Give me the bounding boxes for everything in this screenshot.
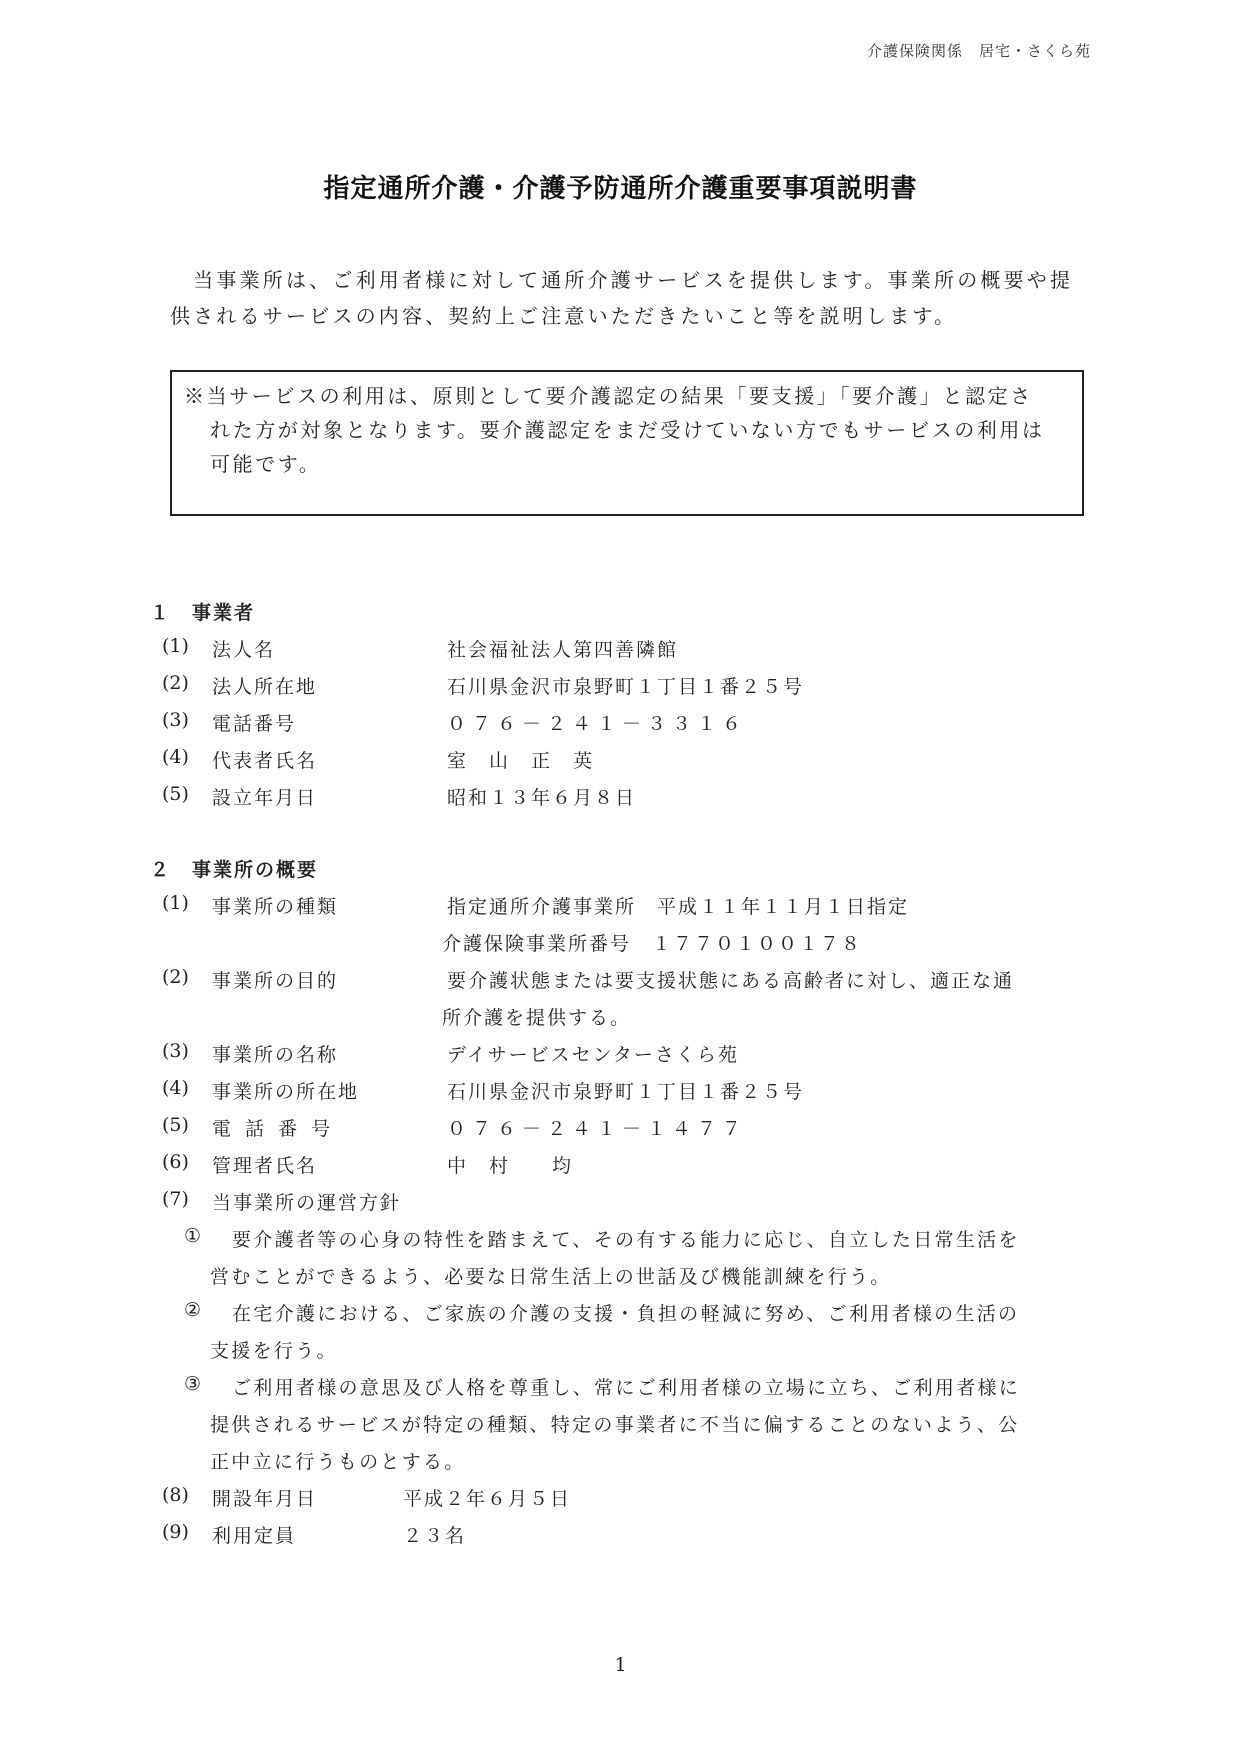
policy-2-line-1: 在宅介護における、ご家族の介護の支援・負担の軽減に努め、ご利用者様の生活の <box>232 1303 1020 1325</box>
policy-2-line-2: 支援を行う。 <box>210 1340 338 1362</box>
s2-item-9-label: 利用定員 <box>212 1525 297 1547</box>
s2-item-2-value-2: 所介護を提供する。 <box>442 1007 632 1029</box>
s2-item-3-value: デイサービスセンターさくら苑 <box>447 1044 739 1066</box>
s2-item-6-label: 管理者氏名 <box>212 1155 318 1177</box>
notice-line-3: 可能です。 <box>210 452 322 476</box>
s2-item-4-label: 事業所の所在地 <box>212 1081 360 1103</box>
s2-item-2-num: (2) <box>162 966 189 988</box>
s1-item-5-num: (5) <box>162 783 189 805</box>
intro-line-1: 当事業所は、ご利用者様に対して通所介護サービスを提供します。事業所の概要や提 <box>170 268 1074 292</box>
policy-3-mark: ③ <box>184 1373 204 1395</box>
s1-item-1-num: (1) <box>162 635 189 657</box>
s1-item-3-label: 電話番号 <box>212 713 297 735</box>
s2-item-9-value: ２３名 <box>403 1525 467 1547</box>
policy-1-line-1: 要介護者等の心身の特性を踏まえて、その有する能力に応じ、自立した日常生活を <box>232 1229 1020 1251</box>
intro-line-2: 供されるサービスの内容、契約上ご注意いただきたいこと等を説明します。 <box>170 304 958 328</box>
policy-3-line-1: ご利用者様の意思及び人格を尊重し、常にご利用者様の立場に立ち、ご利用者様に <box>232 1377 1021 1399</box>
s2-item-7-num: (7) <box>162 1188 189 1210</box>
section-1-heading: １ 事業者 <box>150 602 256 624</box>
s2-item-4-value: 石川県金沢市泉野町１丁目１番２５号 <box>447 1081 805 1103</box>
s2-item-8-label: 開設年月日 <box>212 1488 318 1510</box>
s2-item-8-value: 平成２年６月５日 <box>403 1488 572 1510</box>
s1-item-4-label: 代表者氏名 <box>212 750 318 772</box>
s2-item-4-num: (4) <box>162 1077 189 1099</box>
document-header: 介護保険関係 居宅・さくら苑 <box>866 42 1091 60</box>
policy-1-line-2: 営むことができるよう、必要な日常生活上の世話及び機能訓練を行う。 <box>210 1266 892 1288</box>
page-number: 1 <box>614 1654 627 1676</box>
s1-item-2-label: 法人所在地 <box>212 676 318 698</box>
notice-line-2: れた方が対象となります。要介護認定をまだ受けていない方でもサービスの利用は <box>210 418 1045 442</box>
section-2-heading: ２ 事業所の概要 <box>150 859 319 881</box>
s1-item-1-value: 社会福祉法人第四善隣館 <box>447 639 679 661</box>
s1-item-2-value: 石川県金沢市泉野町１丁目１番２５号 <box>447 676 805 698</box>
s2-item-9-num: (9) <box>162 1521 189 1543</box>
s2-item-1-value-2: 介護保険事業所番号 １７７０１００１７８ <box>442 933 863 955</box>
s2-item-5-value: ０７６－２４１－１４７７ <box>447 1118 748 1140</box>
s2-item-1-num: (1) <box>162 892 189 914</box>
s1-item-5-value: 昭和１３年６月８日 <box>447 787 637 809</box>
s2-item-6-num: (6) <box>162 1151 189 1173</box>
s1-item-4-num: (4) <box>162 746 189 768</box>
s1-item-3-num: (3) <box>162 709 189 731</box>
policy-2-mark: ② <box>184 1299 204 1321</box>
notice-line-1: ※当サービスの利用は、原則として要介護認定の結果「要支援」「要介護」と認定さ <box>184 384 1033 408</box>
s2-item-7-label: 当事業所の運営方針 <box>212 1192 402 1214</box>
s1-item-2-num: (2) <box>162 672 189 694</box>
s1-item-4-value: 室 山 正 英 <box>447 750 595 772</box>
s2-item-3-num: (3) <box>162 1040 189 1062</box>
s1-item-1-label: 法人名 <box>212 639 276 661</box>
policy-3-line-2: 提供されるサービスが特定の種類、特定の事業者に不当に偏することのないよう、公 <box>210 1414 1020 1436</box>
s2-item-5-label: 電 話 番 号 <box>212 1118 335 1140</box>
policy-1-mark: ① <box>184 1225 204 1247</box>
s2-item-6-value: 中 村 均 <box>447 1155 574 1177</box>
s2-item-2-label: 事業所の目的 <box>212 970 339 992</box>
s2-item-1-value: 指定通所介護事業所 平成１１年１１月１日指定 <box>447 896 910 918</box>
s2-item-8-num: (8) <box>162 1484 189 1506</box>
s2-item-3-label: 事業所の名称 <box>212 1044 339 1066</box>
s2-item-2-value: 要介護状態または要支援状態にある高齢者に対し、適正な通 <box>447 970 1015 992</box>
policy-3-line-3: 正中立に行うものとする。 <box>210 1451 466 1473</box>
s2-item-5-num: (5) <box>162 1114 189 1136</box>
s1-item-5-label: 設立年月日 <box>212 787 318 809</box>
s1-item-3-value: ０７６－２４１－３３１６ <box>447 713 748 735</box>
s2-item-1-label: 事業所の種類 <box>212 896 339 918</box>
document-title: 指定通所介護・介護予防通所介護重要事項説明書 <box>323 174 918 204</box>
